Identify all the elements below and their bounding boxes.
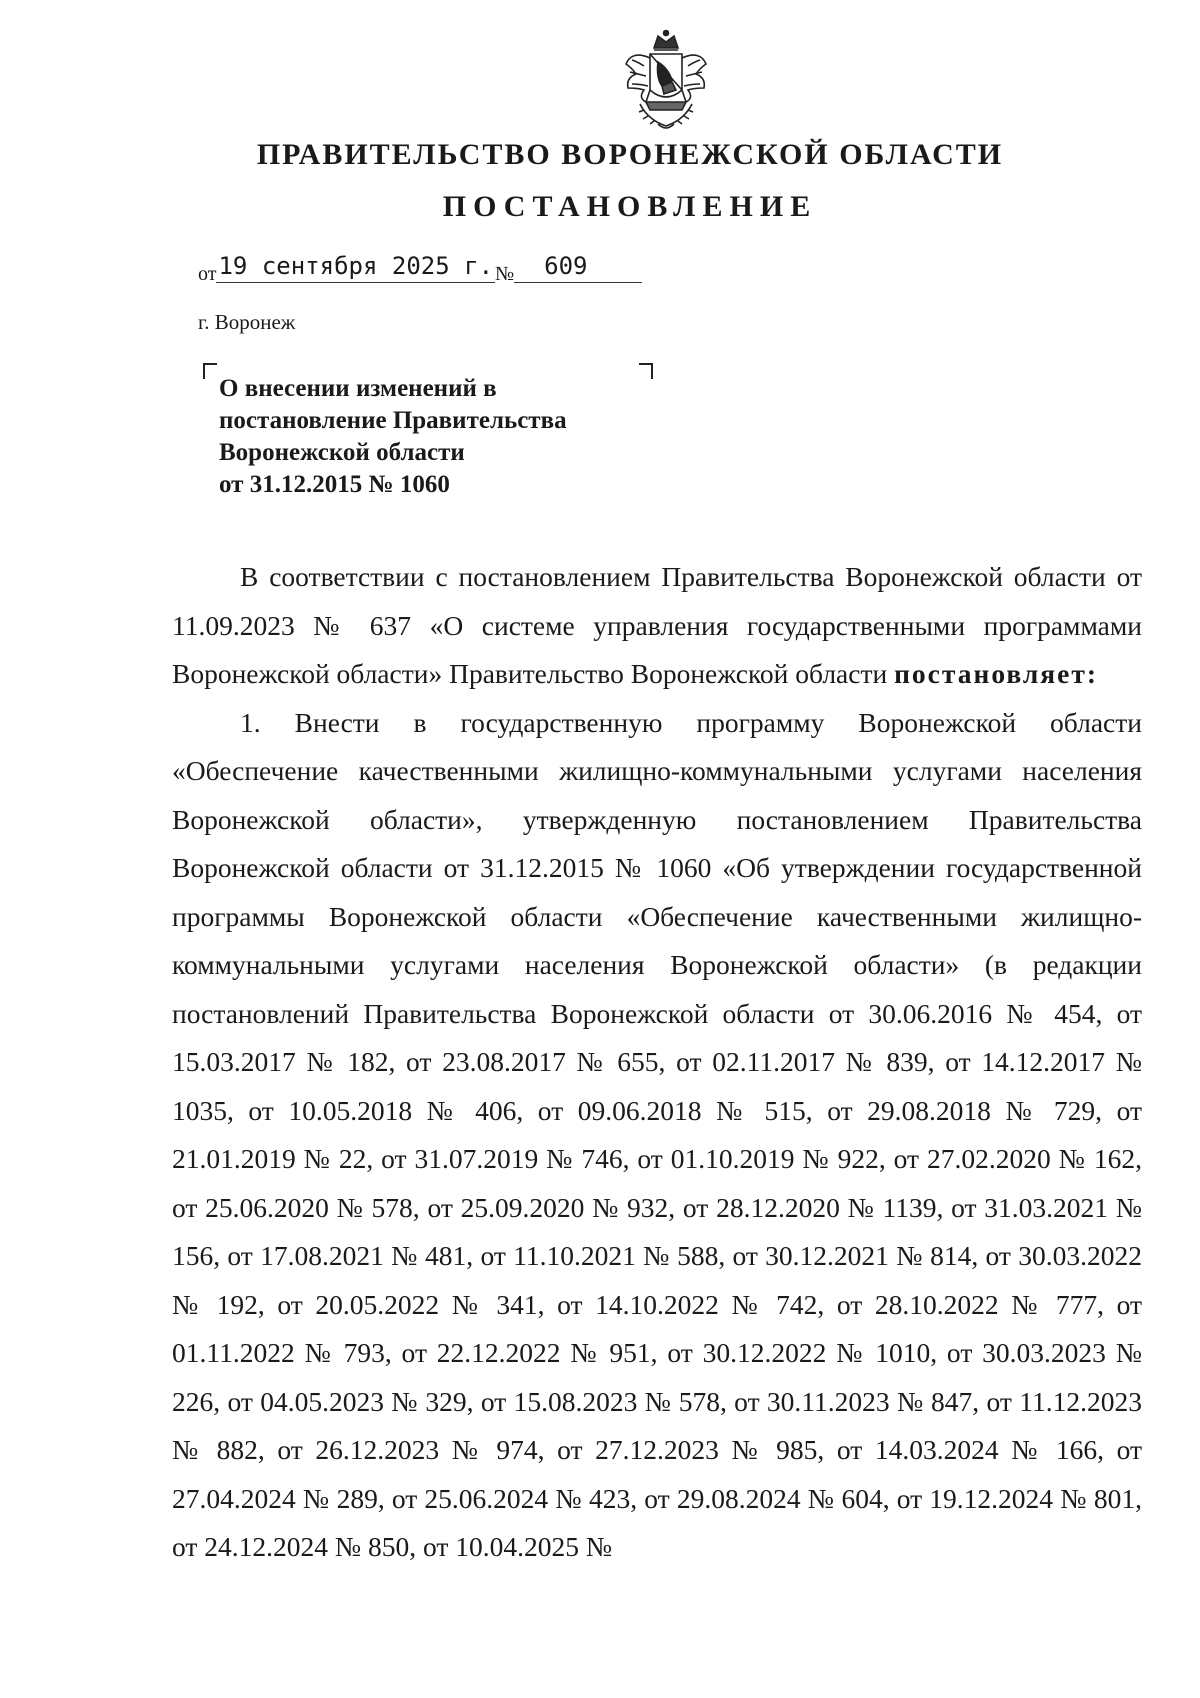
resolves-word: постановляет: (894, 658, 1099, 689)
document-date-number-line (198, 252, 642, 286)
subject-line: от 31.12.2015 № 1060 (219, 471, 450, 498)
item-1-paragraph: 1. Внести в государственную программу Воронежской области «Обеспечение качественными жилищно-коммунальными услугами населения Воронежской области», утвержденную постановлением Правительства Воронежской области от 31.12.2015 № 1060 «Об утверждении государственной программы Воронежской области «Обеспечение качественными жилищно-коммунальными услугами населения Воронежской области» (в редакции постановлений Правительства Воронежской области от 30.06.2016 № 454, от 15.03.2017 № 182, от 23.08.2017 № 655, от 02.11.2017 № 839, от 14.12.2017 № 1035, от 10.05.2018 № 406, от 09.06.2018 № 515, от 29.08.2018 № 729, от 21.01.2019 № 22, от 31.07.2019 № 746, от 01.10.2019 № 922, от 27.02.2020 № 162, от 25.06.2020 № 578, от 25.09.2020 № 932, от 28.12.2020 № 1139, от 31.03.2021 № 156, от 17.08.2021 № 481, от 11.10.2021 № 588, от 30.12.2021 № 814, от 30.03.2022 № 192, от 20.05.2022 № 341, от 14.10.2022 № 742, от 28.10.2022 № 777, от 01.11.2022 № 793, от 22.12.2022 № 951, от 30.12.2022 № 1010, от 30.03.2023 № 226, от 04.05.2023 № 329, от 15.08.2023 № 578, от 30.11.2023 № 847, от 11.12.2023 № 882, от 26.12.2023 № 974, от 27.12.2023 № 985, от 14.03.2024 № 166, от 27.04.2024 № 289, от 25.06.2024 № 423, от 29.08.2024 № 604, от 19.12.2024 № 801, от 24.12.2024 № 850, от 10.04.2025 № (172, 706, 1142, 1562)
document-type-title: ПОСТАНОВЛЕНИЕ (442, 190, 818, 223)
document-body (172, 553, 1142, 1572)
preamble-text: В соответствии с постановлением Правительства Воронежской области от 11.09.2023 № 637 «О системе управления государственными программами Воронежской области» Правительство Воронежской области (172, 561, 1142, 689)
city: г. Воронеж (198, 310, 296, 334)
from-prefix: от (198, 263, 217, 285)
subject-line: постановление Правительства (219, 407, 567, 434)
coat-of-arms-icon (618, 28, 714, 134)
document-subject (219, 373, 567, 501)
number-prefix: № (495, 263, 515, 285)
document-number: 609 (514, 252, 642, 283)
subject-line: О внесении изменений в (219, 375, 497, 402)
document-date: 19 сентября 2025 г. (216, 252, 495, 283)
subject-bracket-right (639, 363, 653, 379)
preamble-paragraph (172, 553, 1142, 699)
subject-bracket-left (203, 363, 217, 379)
government-title: ПРАВИТЕЛЬСТВО ВОРОНЕЖСКОЙ ОБЛАСТИ (256, 138, 1004, 171)
subject-line: Воронежской области (219, 439, 465, 466)
